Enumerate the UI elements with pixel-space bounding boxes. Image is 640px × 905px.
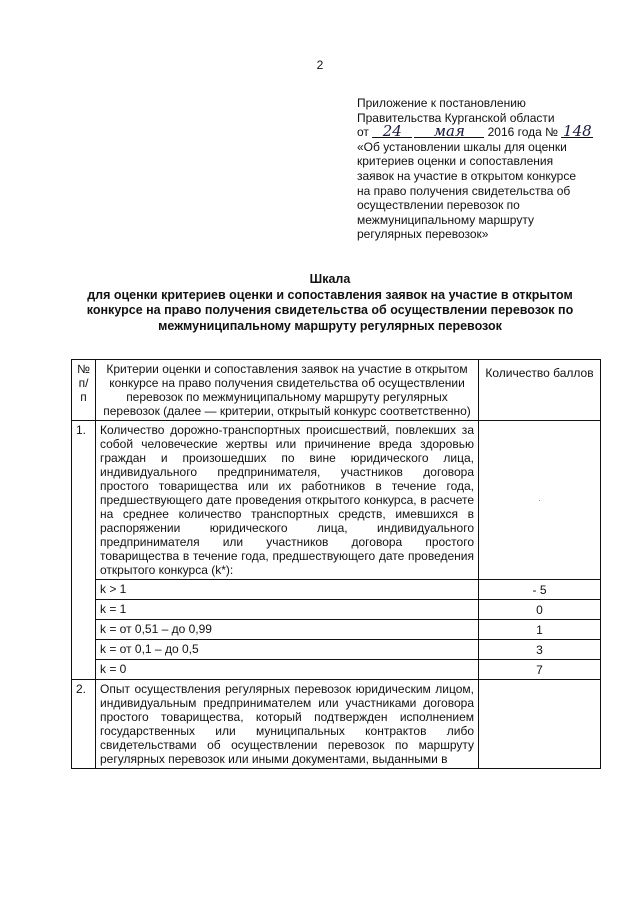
table-row xyxy=(72,680,601,769)
row-num: 2. xyxy=(72,680,96,769)
appendix-line: межмуниципальному маршруту xyxy=(357,212,534,227)
appendix-header xyxy=(357,96,607,242)
handwritten-number: 148 xyxy=(563,122,592,141)
points-cell: 3 xyxy=(479,640,601,660)
condition-cell: k = от 0,1 – до 0,5 xyxy=(96,640,479,660)
criterion-text: Опыт осуществления регулярных перевозок юридическим лицом, индивидуальным предпринимателем или участниками договора простого товарищества, который подтвержден исполнением государственных или муниципальных контрактов либо свидетельствами об осуществлении перевозок по маршруту регулярных перевозок или иными документами, выданными в xyxy=(96,680,479,769)
page-number: 2 xyxy=(316,58,324,72)
appendix-line: «Об установлении шкалы для оценки xyxy=(357,139,567,154)
title-line: для оценки критериев оценки и сопоставления заявок на участие в открытом xyxy=(87,287,573,302)
handwritten-month: мая xyxy=(414,125,484,138)
criteria-table xyxy=(71,359,601,769)
appendix-line: регулярных перевозок» xyxy=(357,227,489,242)
header-criteria: Критерии оценки и сопоставления заявок на участие в открытом конкурсе на право получения свидетельства об осуществлении перевозок по межмуниципальному маршруту регулярных перевозок (далее — критерии, открытый конкурс соответственно) xyxy=(96,360,479,421)
points-empty xyxy=(479,421,601,580)
appendix-date-line xyxy=(357,122,607,141)
from-prefix: от xyxy=(357,125,369,140)
title-line: конкурсе на право получения свидетельства об осуществлении перевозок по xyxy=(86,303,574,317)
appendix-line: Приложение к постановлению xyxy=(357,96,526,110)
table-row xyxy=(72,580,601,600)
criterion-text: Количество дорожно-транспортных происшествий, повлекших за собой человеческие жертвы или причинение вреда здоровью граждан и произошедших по вине юридического лица, индивидуального предпринимателя, участников договора простого товарищества или их работников в течение года, предшествующего дате проведения открытого конкурса, в расчете на среднее количество транспортных средств, имевшихся в распоряжении юридического лица, индивидуального предпринимателя или участников договора простого товарищества в течение года, предшествующего дате проведения открытого конкурса (k*): xyxy=(96,421,479,580)
condition-cell: k > 1 xyxy=(96,580,479,600)
appendix-line: критериев оценки и сопоставления xyxy=(357,154,554,169)
condition-cell: k = от 0,51 – до 0,99 xyxy=(96,620,479,640)
row-num: 1. xyxy=(72,421,96,680)
condition-cell: k = 0 xyxy=(96,660,479,680)
table-header-row xyxy=(72,360,601,421)
appendix-line: осуществлении перевозок по xyxy=(357,198,520,213)
year-text: 2016 года № xyxy=(487,125,559,140)
handwritten-day: 24 xyxy=(372,125,412,138)
points-cell: - 5 xyxy=(479,580,601,600)
table-row xyxy=(72,600,601,620)
condition-cell: k = 1 xyxy=(96,600,479,620)
table-row xyxy=(72,660,601,680)
header-num: № п/п xyxy=(72,360,96,421)
scan-mark: · xyxy=(537,495,542,506)
table-row xyxy=(72,620,601,640)
title-heading: Шкала xyxy=(309,272,351,286)
appendix-line: заявок на участие в открытом конкурсе xyxy=(357,168,577,183)
appendix-line: Правительства Курганской области xyxy=(357,110,555,125)
table-row xyxy=(72,421,601,580)
document-title xyxy=(60,272,600,334)
points-cell: 0 xyxy=(479,600,601,620)
appendix-line: на право получения свидетельства об xyxy=(357,183,571,198)
points-cell: 7 xyxy=(479,660,601,680)
title-line: межмуниципальному маршруту регулярных перевозок xyxy=(158,318,502,333)
points-cell: 1 xyxy=(479,620,601,640)
header-points: Количество баллов xyxy=(479,360,601,421)
table-row xyxy=(72,640,601,660)
points-empty xyxy=(479,680,601,769)
